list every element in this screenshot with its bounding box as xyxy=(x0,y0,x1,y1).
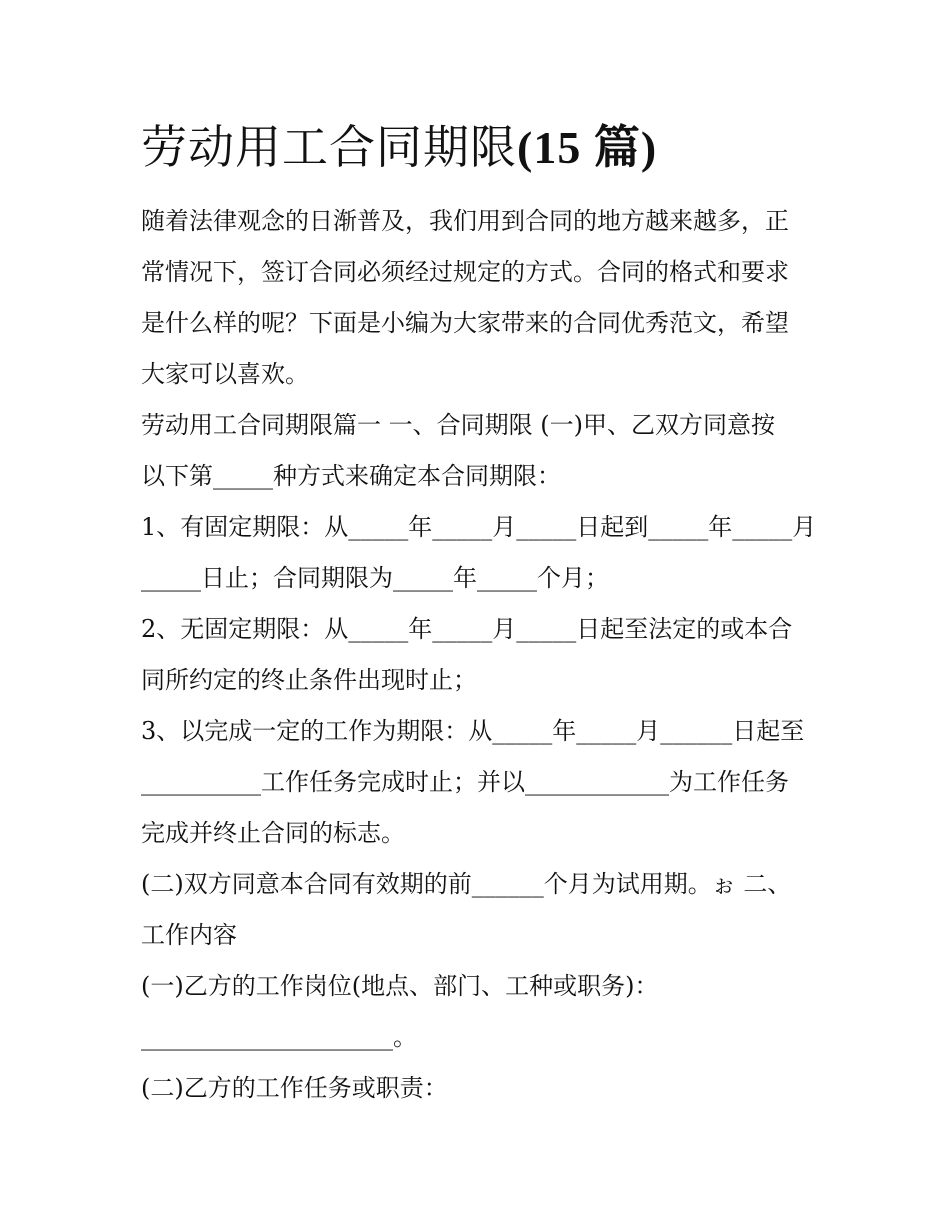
text-line: 劳动用工合同期限篇一 一、合同期限 (一)甲、乙双方同意按 xyxy=(141,411,775,439)
text-line: _____________________。 xyxy=(141,1023,417,1051)
text-line: 大家可以喜欢。 xyxy=(141,360,309,388)
text-line: 同所约定的终止条件出现时止； xyxy=(141,666,477,694)
document-title-main: 劳动用工合同期限 xyxy=(141,120,517,174)
text-line: 是什么样的呢？下面是小编为大家带来的合同优秀范文，希望 xyxy=(141,309,789,337)
text-line: 常情况下，签订合同必须经过规定的方式。合同的格式和要求 xyxy=(141,258,789,286)
text-line: 随着法律观念的日渐普及，我们用到合同的地方越来越多，正 xyxy=(141,207,789,235)
text-line: 2、无固定期限：从_____年_____月_____日起至法定的或本合 xyxy=(141,615,793,643)
text-line: 工作内容 xyxy=(141,921,237,949)
text-line: (一)乙方的工作岗位(地点、部门、工种或职务)： xyxy=(141,972,659,1000)
text-line: _____日止；合同期限为_____年_____个月； xyxy=(141,564,609,592)
text-line: __________工作任务完成时止；并以____________为工作任务 xyxy=(141,768,789,796)
text-line: 3、以完成一定的工作为期限：从_____年_____月______日起至 xyxy=(141,717,805,745)
text-line: 完成并终止合同的标志。 xyxy=(141,819,405,847)
text-line: 以下第_____种方式来确定本合同期限： xyxy=(141,462,561,490)
document-body xyxy=(141,196,821,1114)
text-line: (二)乙方的工作任务或职责： xyxy=(141,1074,448,1102)
document-title xyxy=(141,112,657,183)
document-title-suffix: (15 篇) xyxy=(517,122,658,173)
text-line: (二)双方同意本合同有效期的前______个月为试用期。ぉ 二、 xyxy=(141,870,792,898)
text-line: 1、有固定期限：从_____年_____月_____日起到_____年_____月 xyxy=(141,513,817,541)
